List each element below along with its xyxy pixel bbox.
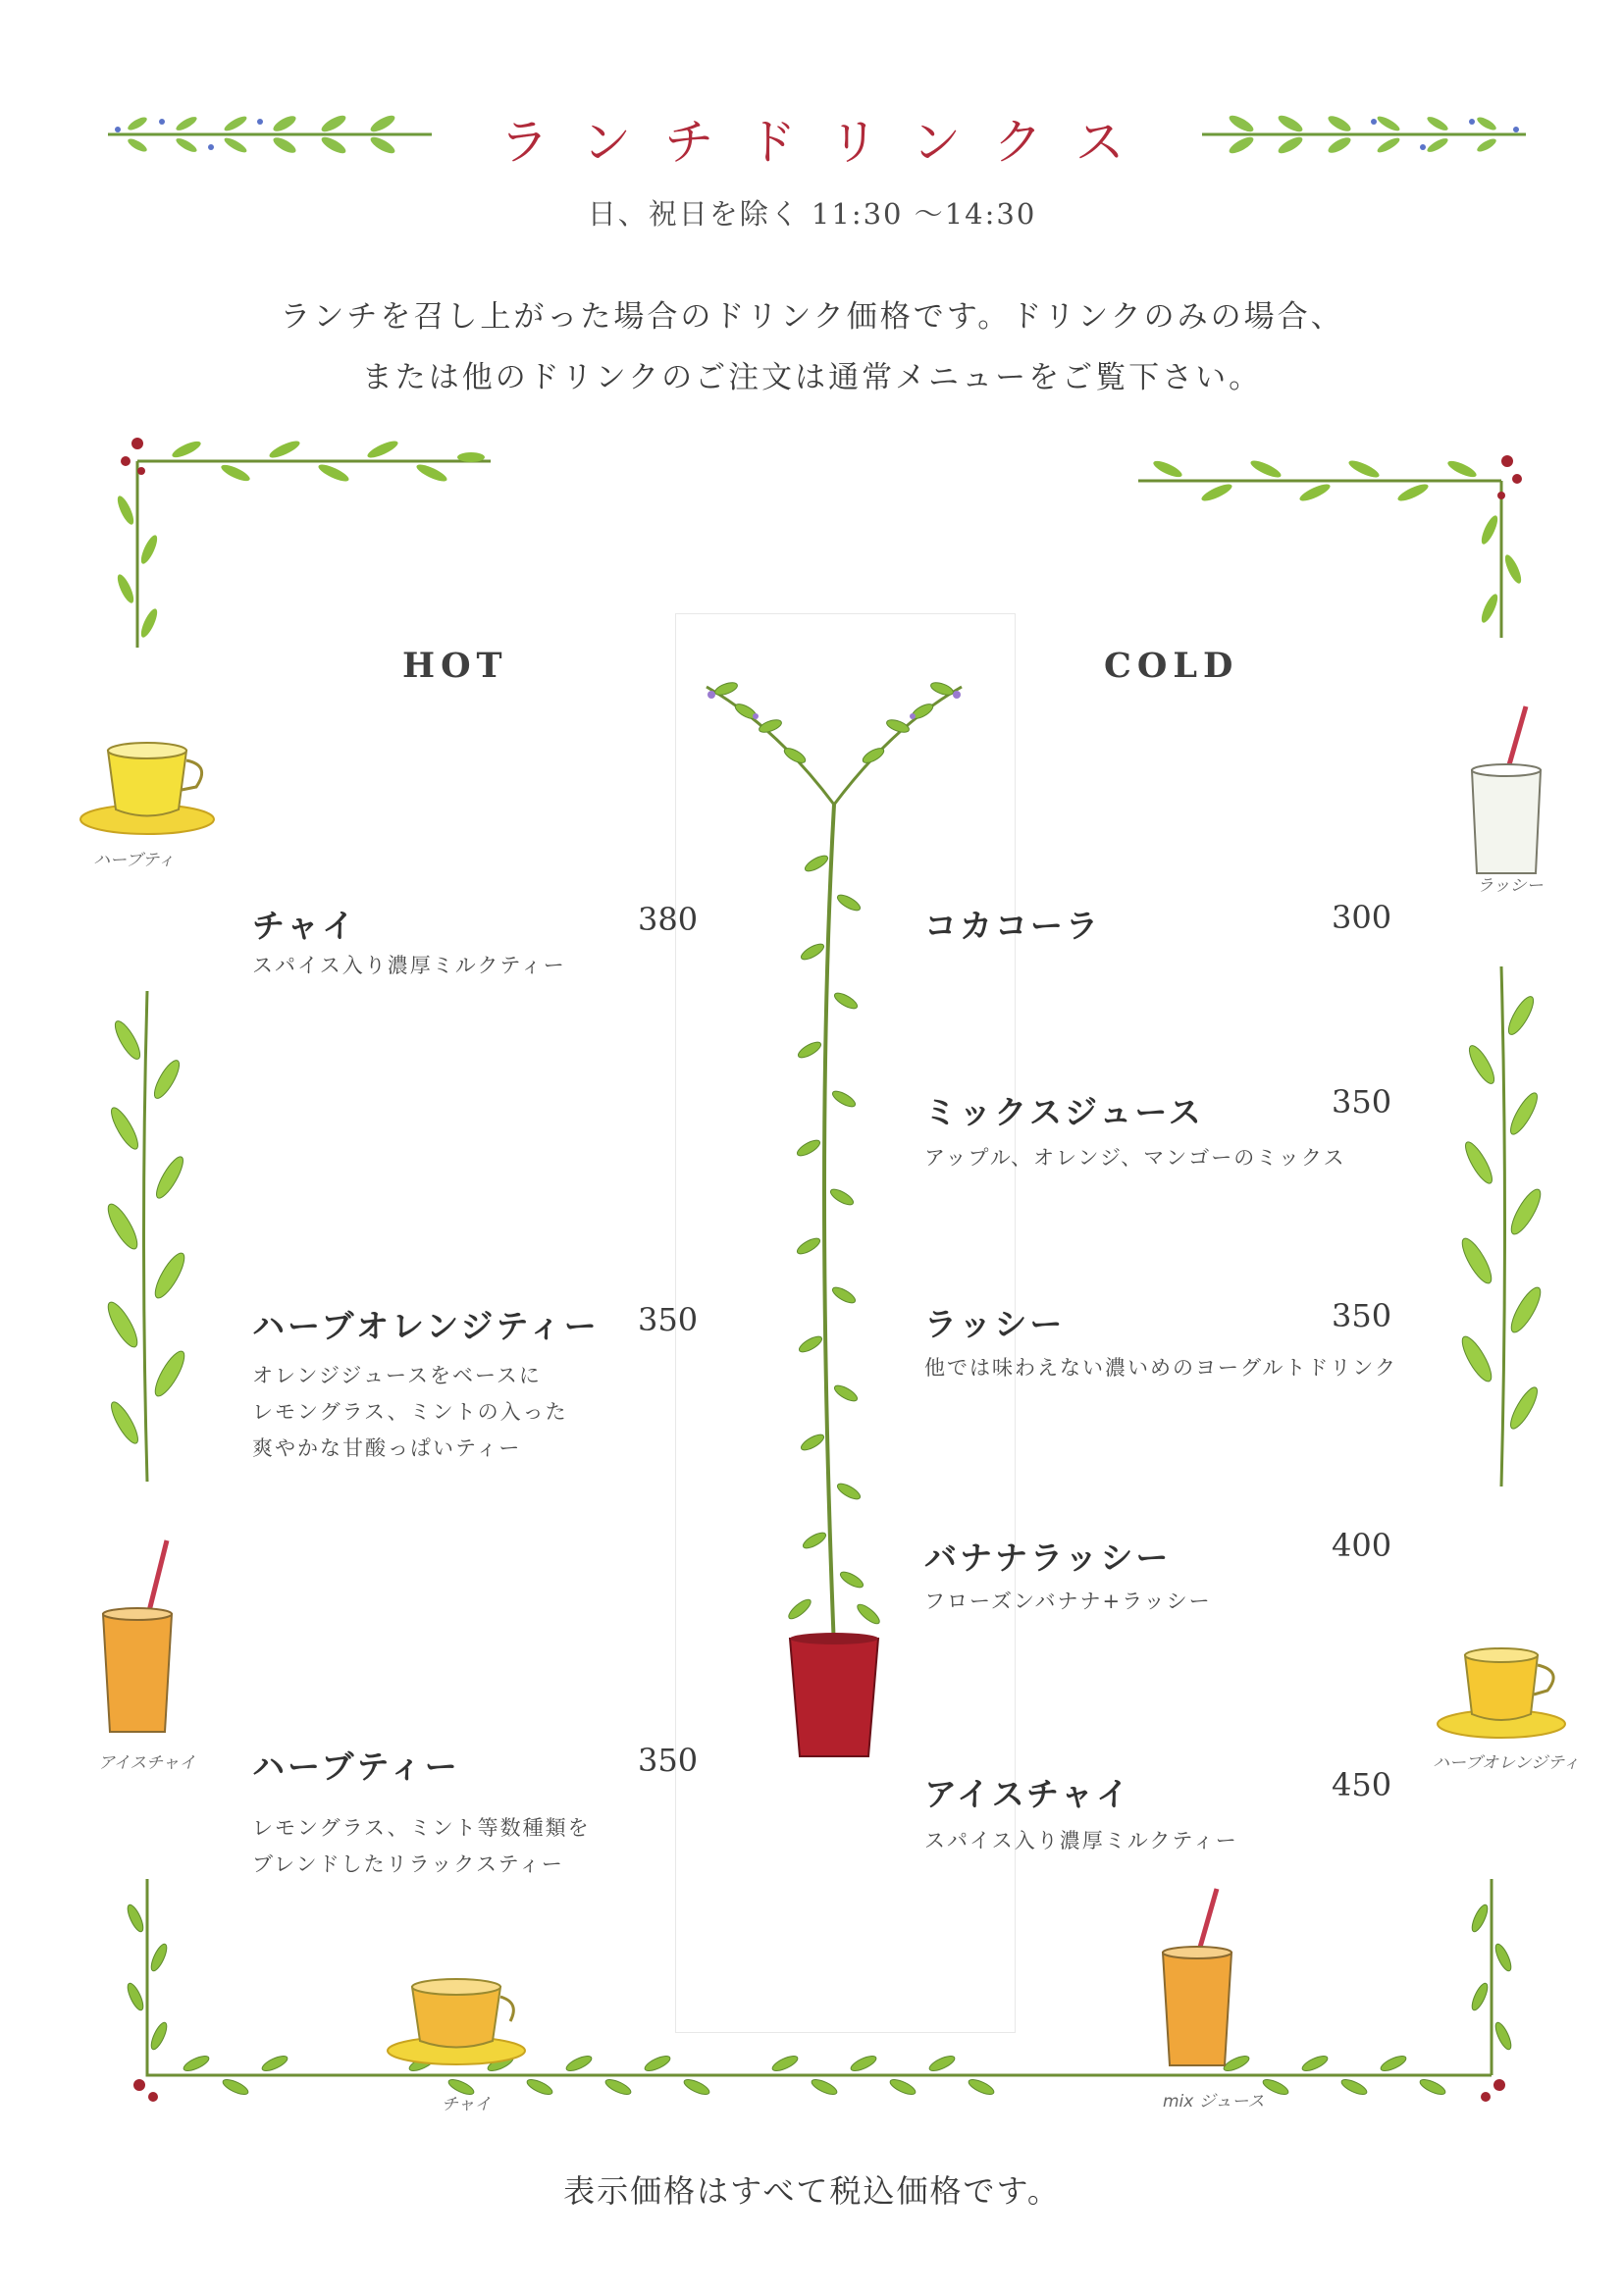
corner-branch-top-left-illustration (108, 432, 500, 657)
leaf-branch-left-illustration (93, 991, 201, 1482)
lassi-label: ラッシー (1477, 876, 1544, 896)
hot-item-desc-line: レモングラス、ミントの入った (252, 1400, 568, 1424)
corner-branch-top-right-illustration (1128, 422, 1541, 648)
hot-item-desc-line: 爽やかな甘酸っぱいティー (252, 1436, 522, 1460)
hot-item-desc-line: ブレンドしたリラックスティー (252, 1852, 564, 1876)
cold-item-desc (924, 1350, 1397, 1386)
hot-item-name: チャイ (252, 907, 358, 945)
cold-item-name: ミックスジュース (924, 1093, 1204, 1131)
hot-heading: HOT (402, 646, 508, 686)
cold-item-name: アイスチャイ (924, 1775, 1132, 1813)
lassi-glass-illustration (1457, 706, 1565, 883)
cold-item-price: 350 (1332, 1297, 1392, 1334)
page-title: ランチドリンクス (499, 114, 1158, 171)
bottom-border-branches-illustration (98, 1869, 1531, 2124)
cold-item-desc-line: 他では味わえない濃いめのヨーグルトドリンク (924, 1356, 1397, 1380)
mix-juice-label: mix ジュース (1163, 2092, 1265, 2112)
hot-item-desc-line: オレンジジュースをベースに (252, 1364, 542, 1387)
hot-item-name: ハーブティー (252, 1747, 460, 1786)
cold-item-desc (924, 1584, 1212, 1620)
intro-line-1: ランチを召し上がった場合のドリンク価格です。ドリンクのみの場合、 (280, 299, 1344, 335)
cold-item-desc (924, 1823, 1238, 1859)
hot-item-price: 350 (638, 1742, 699, 1779)
cold-item-name: バナナラッシー (924, 1539, 1172, 1577)
herb-tea-label: ハーブティ (93, 851, 175, 870)
hot-item-desc-line: スパイス入り濃厚ミルクティー (252, 954, 566, 977)
cold-item-desc (924, 1140, 1346, 1176)
cold-item-name: コカコーラ (924, 907, 1101, 945)
hot-item-price: 380 (638, 901, 699, 938)
herb-orange-tea-label: ハーブオレンジティ (1433, 1753, 1580, 1773)
intro-line-2: または他のドリンクのご注文は通常メニューをご覧下さい。 (361, 360, 1263, 395)
intro-text (0, 287, 1624, 408)
cold-item-price: 400 (1332, 1527, 1392, 1564)
hot-item-price: 350 (638, 1301, 699, 1338)
hot-item-desc (252, 1358, 568, 1467)
cold-heading: COLD (1104, 646, 1239, 686)
hot-item-name: ハーブオレンジティー (252, 1307, 600, 1345)
cold-item-desc-line: アップル、オレンジ、マンゴーのミックス (924, 1146, 1346, 1170)
herb-tea-cup-illustration (69, 726, 236, 844)
tax-note: 表示価格はすべて税込価格です。 (563, 2172, 1061, 2210)
ice-chai-label: アイスチャイ (98, 1753, 196, 1773)
ice-chai-glass-illustration (88, 1540, 196, 1747)
cold-item-name: ラッシー (924, 1305, 1066, 1343)
cold-item-price: 300 (1332, 899, 1392, 936)
cold-item-price: 350 (1332, 1083, 1392, 1121)
lunch-hours: 日、祝日を除く 11:30 ～14:30 (587, 197, 1037, 231)
leaf-branch-right-illustration (1447, 966, 1555, 1487)
cold-item-desc-line: フローズンバナナ+ラッシー (924, 1590, 1212, 1613)
hot-item-desc (252, 948, 566, 984)
cold-item-price: 450 (1332, 1766, 1392, 1803)
hot-item-desc-line: レモングラス、ミント等数種類を (252, 1816, 591, 1840)
chai-label: チャイ (442, 2095, 492, 2114)
cold-item-desc-line: スパイス入り濃厚ミルクティー (924, 1829, 1238, 1852)
herb-orange-tea-cup-illustration (1428, 1634, 1585, 1747)
